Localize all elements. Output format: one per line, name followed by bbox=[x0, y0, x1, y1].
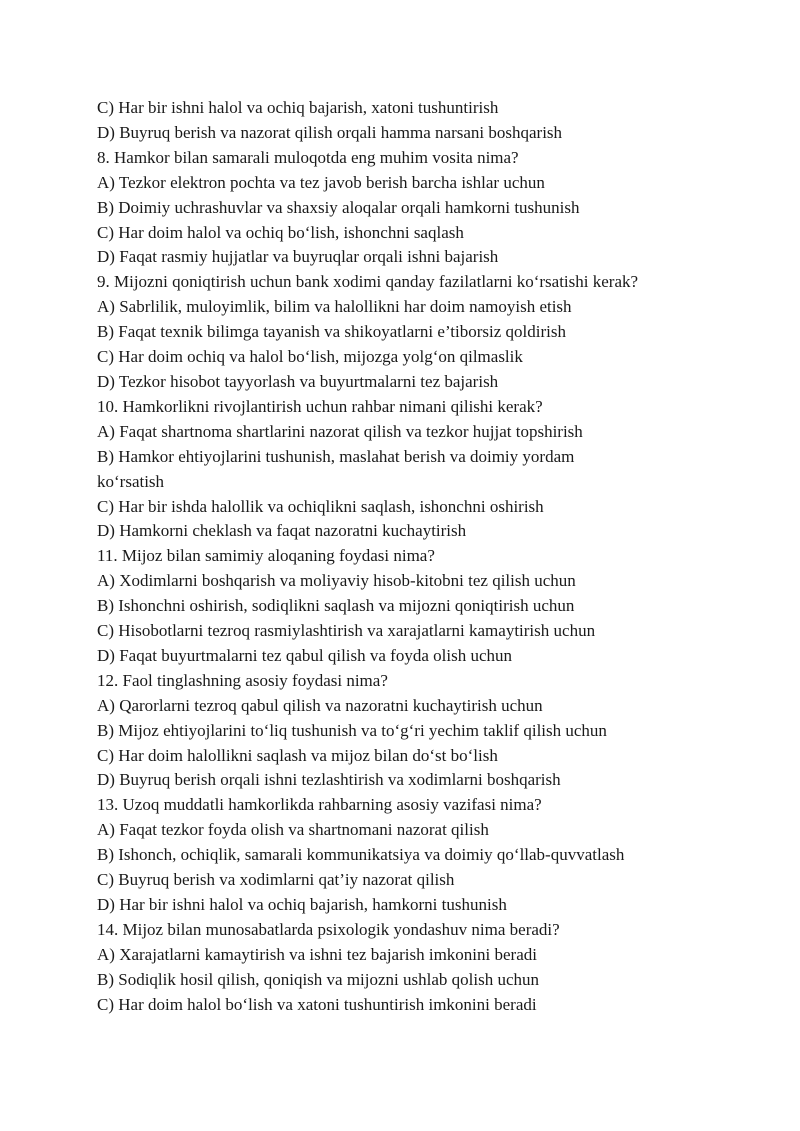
question-10: 10. Hamkorlikni rivojlantirish uchun rahbar nimani qilishi kerak? bbox=[97, 396, 543, 416]
answer-option-d-q7: D) Buyruq berish va nazorat qilish orqali hamma narsani boshqarish bbox=[97, 122, 563, 142]
answer-option-a-q8: A) Tezkor elektron pochta va tez javob berish barcha ishlar uchun bbox=[97, 172, 545, 192]
answer-option-a-q13: A) Faqat tezkor foyda olish va shartnomani nazorat qilish bbox=[97, 820, 489, 840]
answer-option-b-q10-continued: ko‘rsatish bbox=[97, 471, 165, 491]
answer-option-c-q9: C) Har doim ochiq va halol bo‘lish, mijozga yolg‘on qilmaslik bbox=[97, 347, 523, 367]
answer-option-a-q9: A) Sabrlilik, muloyimlik, bilim va halollikni har doim namoyish etish bbox=[97, 297, 572, 317]
question-8: 8. Hamkor bilan samarali muloqotda eng muhim vosita nima? bbox=[97, 147, 519, 167]
question-14: 14. Mijoz bilan munosabatlarda psixologik yondashuv nima beradi? bbox=[97, 919, 560, 939]
answer-option-b-q10: B) Hamkor ehtiyojlarini tushunish, maslahat berish va doimiy yordam bbox=[97, 446, 575, 466]
question-12: 12. Faol tinglashning asosiy foydasi nima? bbox=[97, 670, 388, 690]
answer-option-c-q7: C) Har bir ishni halol va ochiq bajarish, xatoni tushuntirish bbox=[97, 98, 499, 117]
answer-option-d-q9: D) Tezkor hisobot tayyorlash va buyurtmalarni tez bajarish bbox=[97, 371, 499, 391]
answer-option-a-q14: A) Xarajatlarni kamaytirish va ishni tez bajarish imkonini beradi bbox=[97, 944, 537, 964]
answer-option-d-q12: D) Buyruq berish orqali ishni tezlashtirish va xodimlarni boshqarish bbox=[97, 770, 561, 790]
answer-option-b-q14: B) Sodiqlik hosil qilish, qoniqish va mijozni ushlab qolish uchun bbox=[97, 969, 540, 989]
answer-option-c-q10: C) Har bir ishda halollik va ochiqlikni saqlash, ishonchni oshirish bbox=[97, 496, 544, 516]
document-page bbox=[97, 96, 737, 1018]
question-9: 9. Mijozni qoniqtirish uchun bank xodimi qanday fazilatlarni ko‘rsatishi kerak? bbox=[97, 272, 639, 292]
answer-option-d-q13: D) Har bir ishni halol va ochiq bajarish, hamkorni tushunish bbox=[97, 895, 507, 914]
answer-option-d-q10: D) Hamkorni cheklash va faqat nazoratni kuchaytirish bbox=[97, 521, 467, 541]
answer-option-b-q12: B) Mijoz ehtiyojlarini to‘liq tushunish va to‘g‘ri yechim taklif qilish uchun bbox=[97, 720, 607, 740]
answer-option-b-q13: B) Ishonch, ochiqlik, samarali kommunikatsiya va doimiy qo‘llab-quvvatlash bbox=[97, 845, 625, 865]
answer-option-a-q11: A) Xodimlarni boshqarish va moliyaviy hisob-kitobni tez qilish uchun bbox=[97, 571, 576, 591]
answer-option-a-q10: A) Faqat shartnoma shartlarini nazorat qilish va tezkor hujjat topshirish bbox=[97, 421, 583, 441]
answer-option-d-q11: D) Faqat buyurtmalarni tez qabul qilish va foyda olish uchun bbox=[97, 645, 512, 665]
answer-option-b-q9: B) Faqat texnik bilimga tayanish va shikoyatlarni e’tiborsiz qoldirish bbox=[97, 322, 566, 342]
answer-option-b-q11: B) Ishonchni oshirish, sodiqlikni saqlash va mijozni qoniqtirish uchun bbox=[97, 596, 575, 616]
answer-option-c-q12: C) Har doim halollikni saqlash va mijoz bilan do‘st bo‘lish bbox=[97, 745, 498, 765]
answer-option-c-q13: C) Buyruq berish va xodimlarni qat’iy nazorat qilish bbox=[97, 870, 455, 890]
answer-option-c-q14: C) Har doim halol bo‘lish va xatoni tushuntirish imkonini beradi bbox=[97, 994, 537, 1014]
answer-option-a-q12: A) Qarorlarni tezroq qabul qilish va nazoratni kuchaytirish uchun bbox=[97, 695, 543, 715]
question-11: 11. Mijoz bilan samimiy aloqaning foydasi nima? bbox=[97, 546, 435, 566]
answer-option-d-q8: D) Faqat rasmiy hujjatlar va buyruqlar orqali ishni bajarish bbox=[97, 247, 499, 267]
answer-option-c-q8: C) Har doim halol va ochiq bo‘lish, ishonchni saqlash bbox=[97, 222, 464, 242]
answer-option-b-q8: B) Doimiy uchrashuvlar va shaxsiy aloqalar orqali hamkorni tushunish bbox=[97, 197, 580, 217]
question-13: 13. Uzoq muddatli hamkorlikda rahbarning asosiy vazifasi nima? bbox=[97, 795, 542, 815]
answer-option-c-q11: C) Hisobotlarni tezroq rasmiylashtirish va xarajatlarni kamaytirish uchun bbox=[97, 621, 596, 641]
